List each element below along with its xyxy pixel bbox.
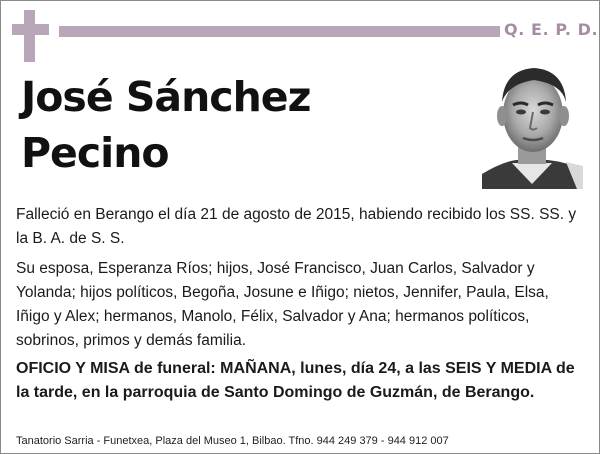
portrait-photo xyxy=(482,62,583,189)
qepd-label: Q. E. P. D. xyxy=(504,20,599,39)
cross-icon-arm xyxy=(12,24,49,35)
deceased-name xyxy=(21,69,310,181)
family-paragraph: Su esposa, Esperanza Ríos; hijos, José Francisco, Juan Carlos, Salvador y Yolanda; hijos políticos, Begoña, Josune e Iñigo; nietos, Jennifer, Paula, Elsa, Iñigo y Alex; hermanos, Manolo, Félix, Salvador y Ana; hermanos políticos, sobrinos, primos y demás familia. xyxy=(16,260,549,349)
funeral-service-paragraph: OFICIO Y MISA de funeral: MAÑANA, lunes, día 24, a las SEIS Y MEDIA de la tarde, en la parroquia de Santo Domingo de Guzmán, de Berango. xyxy=(16,360,575,401)
death-notice-paragraph: Falleció en Berango el día 21 de agosto de 2015, habiendo recibido los SS. SS. y la B. A. de S. S. xyxy=(16,206,577,247)
deceased-name-line1: José Sánchez xyxy=(21,73,311,121)
deceased-name-line2: Pecino xyxy=(21,129,169,177)
cross-icon xyxy=(24,10,35,62)
funeral-home-footer: Tanatorio Sarria - Funetxea, Plaza del Museo 1, Bilbao. Tfno. 944 249 379 - 944 912 007 xyxy=(16,435,449,447)
portrait-photo-icon xyxy=(482,62,583,189)
header-rule xyxy=(59,26,500,37)
